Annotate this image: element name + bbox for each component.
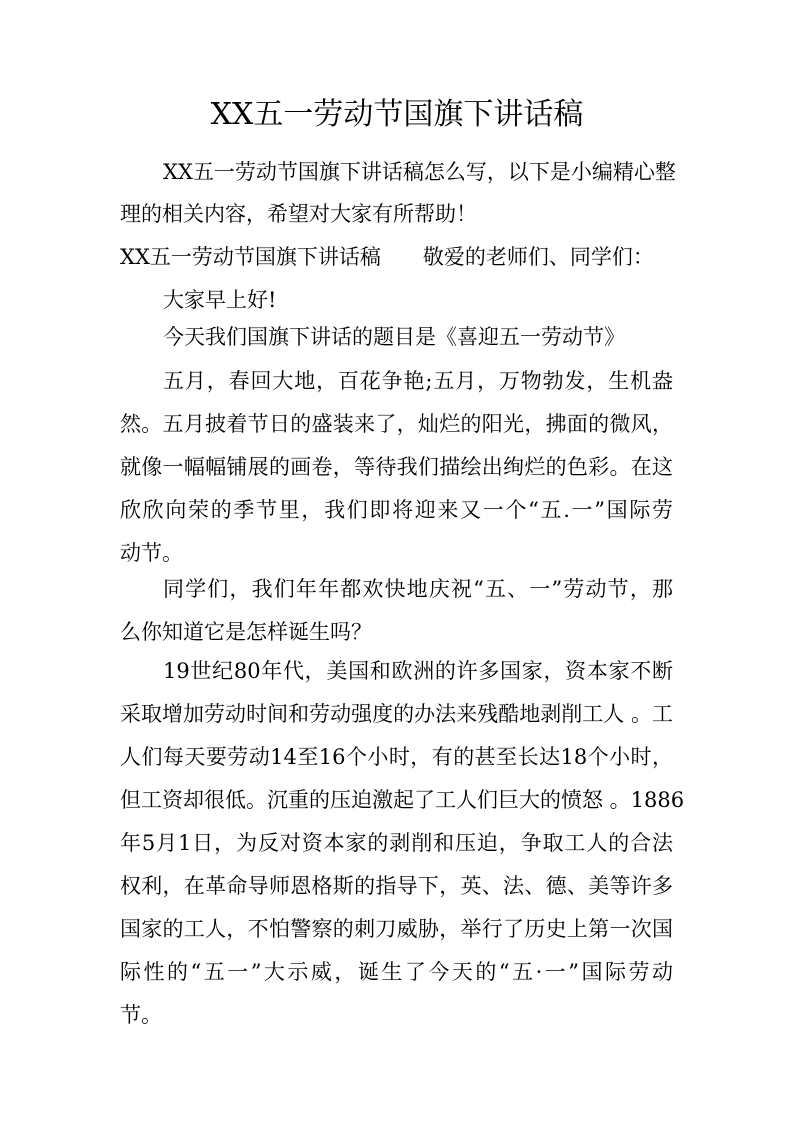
paragraph-line: 年5月1日，为反对资本家的剥削和压迫，争取工人的合法 xyxy=(120,831,673,855)
paragraph-line: 国家的工人，不怕警察的刺刀威胁，举行了历史上第一次国 xyxy=(120,917,673,941)
paragraph-line: 同学们，我们年年都欢快地庆祝“五、一”劳动节，那 xyxy=(163,577,673,601)
paragraph-line: 大家早上好! xyxy=(163,288,277,312)
paragraph-line: 动节。 xyxy=(120,541,183,565)
paragraph-line: 今天我们国旗下讲话的题目是《喜迎五一劳动节》 xyxy=(163,325,625,349)
paragraph-line: 欣欣向荣的季节里，我们即将迎来又一个“五.一”国际劳 xyxy=(120,498,673,522)
paragraph-line: 但工资却很低。沉重的压迫激起了工人们巨大的愤怒 。1886 xyxy=(120,788,685,812)
paragraph-line: 际性的“五一”大示威，诞生了今天的“五·一”国际劳动 xyxy=(120,960,673,984)
paragraph-line: 19世纪80年代，美国和欧洲的许多国家，资本家不断 xyxy=(163,659,673,683)
paragraph-line: XX五一劳动节国旗下讲话稿怎么写，以下是小编精心整 xyxy=(163,160,676,184)
paragraph-line: 然。五月披着节日的盛装来了，灿烂的阳光，拂面的微风， xyxy=(120,412,673,436)
paragraph-line: 就像一幅幅铺展的画卷，等待我们描绘出绚烂的色彩。在这 xyxy=(120,455,673,479)
paragraph-line: 权利，在革命导师恩格斯的指导下，英、法、德、美等许多 xyxy=(120,874,673,898)
paragraph-line: 五月，春回大地，百花争艳;五月，万物勃发，生机盎 xyxy=(163,369,673,393)
document-title: XX五一劳动节国旗下讲话稿 xyxy=(210,97,584,132)
paragraph-line: XX五一劳动节国旗下讲话稿 敬爱的老师们、同学们： xyxy=(120,245,654,269)
paragraph-line: 人们每天要劳动14至16个小时，有的甚至长达18个小时， xyxy=(120,745,673,769)
paragraph-line: 节。 xyxy=(120,1003,162,1027)
paragraph-line: 采取增加劳动时间和劳动强度的办法来残酷地剥削工人 。工 xyxy=(120,702,673,726)
paragraph-line: 么你知道它是怎样诞生吗？ xyxy=(120,620,372,644)
paragraph-line: 理的相关内容，希望对大家有所帮助！ xyxy=(120,202,477,226)
